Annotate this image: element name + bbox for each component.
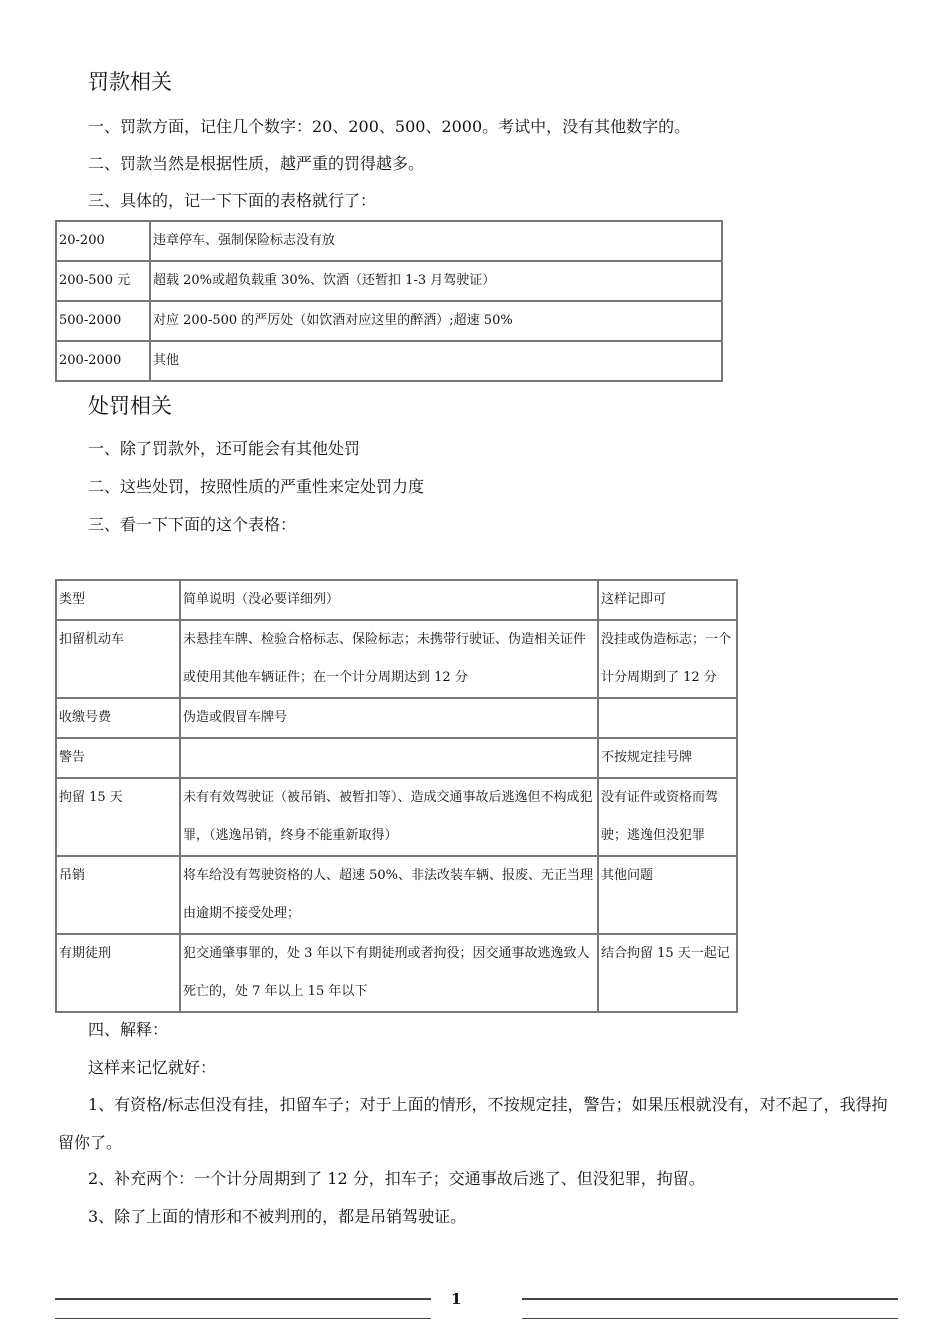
table-row [56,934,737,1012]
table-cell [180,738,598,778]
paragraph: 三、看一下下面的这个表格： [88,515,297,534]
table-cell: 其他问题 [598,856,737,934]
table-cell: 有期徒刑 [56,934,180,1012]
table-row [56,738,737,778]
paragraph: 一、除了罚款外，还可能会有其他处罚 [88,439,361,458]
explanation-item: 1、有资格/标志但没有挂，扣留车子；对于上面的情形，不按规定挂，警告；如果压根就没有，对不起了，我得拘留你了。 [58,1095,888,1152]
footer-rule-right-bottom [522,1318,898,1319]
table-row [56,698,737,738]
table-cell: 伪造或假冒车牌号 [180,698,598,738]
table-cell: 500-2000 [56,301,150,341]
footer-rule-right-top [522,1298,898,1300]
table-row [56,620,737,698]
page-number: 1 [451,1290,462,1308]
table-cell: 其他 [150,341,722,381]
section1-title: 罚款相关 [88,70,172,94]
table-cell: 犯交通肇事罪的，处 3 年以下有期徒刑或者拘役；因交通事故逃逸致人死亡的，处 7 年以上 15 年以下 [180,934,598,1012]
penalty-table [55,579,738,1013]
table-row [56,778,737,856]
table-cell: 吊销 [56,856,180,934]
footer-rule-left-top [55,1298,431,1300]
table-row [56,221,722,261]
table-cell: 扣留机动车 [56,620,180,698]
table-cell: 没挂或伪造标志；一个计分周期到了 12 分 [598,620,737,698]
table-cell: 超载 20%或超负载重 30%、饮酒（还暂扣 1-3 月驾驶证） [150,261,722,301]
section2-title: 处罚相关 [88,394,172,418]
table-header-cell: 这样记即可 [598,580,737,620]
table-cell: 未悬挂车牌、检验合格标志、保险标志；未携带行驶证、伪造相关证件或使用其他车辆证件；在一个计分周期达到 12 分 [180,620,598,698]
explanation-item: 2、补充两个：一个计分周期到了 12 分，扣车子；交通事故后逃了、但没犯罪，拘留。 [88,1169,705,1188]
paragraph: 二、这些处罚，按照性质的严重性来定处罚力度 [88,477,425,496]
table-cell: 200-500 元 [56,261,150,301]
explanation-item: 3、除了上面的情形和不被判刑的，都是吊销驾驶证。 [88,1207,467,1226]
table-row [56,301,722,341]
footer-rule-left-bottom [55,1318,431,1319]
table-cell: 未有有效驾驶证（被吊销、被暂扣等）、造成交通事故后逃逸但不构成犯罪，（逃逸吊销，终身不能重新取得） [180,778,598,856]
table-header-cell: 类型 [56,580,180,620]
table-cell: 没有证件或资格而驾驶；逃逸但没犯罪 [598,778,737,856]
table-row [56,856,737,934]
table-cell: 不按规定挂号牌 [598,738,737,778]
table-cell: 警告 [56,738,180,778]
explanation-heading: 四、解释： [88,1020,169,1039]
table-cell: 违章停车、强制保险标志没有放 [150,221,722,261]
table-cell: 收缴号费 [56,698,180,738]
explanation-intro: 这样来记忆就好： [88,1058,217,1077]
table-header-cell: 简单说明（没必要详细列） [180,580,598,620]
table-row [56,261,722,301]
table-cell: 对应 200-500 的严厉处（如饮酒对应这里的醉酒）;超速 50% [150,301,722,341]
table-header-row [56,580,737,620]
paragraph: 三、具体的，记一下下面的表格就行了： [88,191,377,210]
paragraph: 一、罚款方面，记住几个数字：20、200、500、2000。考试中，没有其他数字的。 [88,117,691,136]
paragraph: 二、罚款当然是根据性质，越严重的罚得越多。 [88,154,425,173]
table-cell: 20-200 [56,221,150,261]
table-cell: 200-2000 [56,341,150,381]
table-cell: 将车给没有驾驶资格的人、超速 50%、非法改装车辆、报废、无正当理由逾期不接受处理； [180,856,598,934]
fine-table [55,220,723,382]
table-cell [598,698,737,738]
table-cell: 拘留 15 天 [56,778,180,856]
table-row [56,341,722,381]
table-cell: 结合拘留 15 天一起记 [598,934,737,1012]
